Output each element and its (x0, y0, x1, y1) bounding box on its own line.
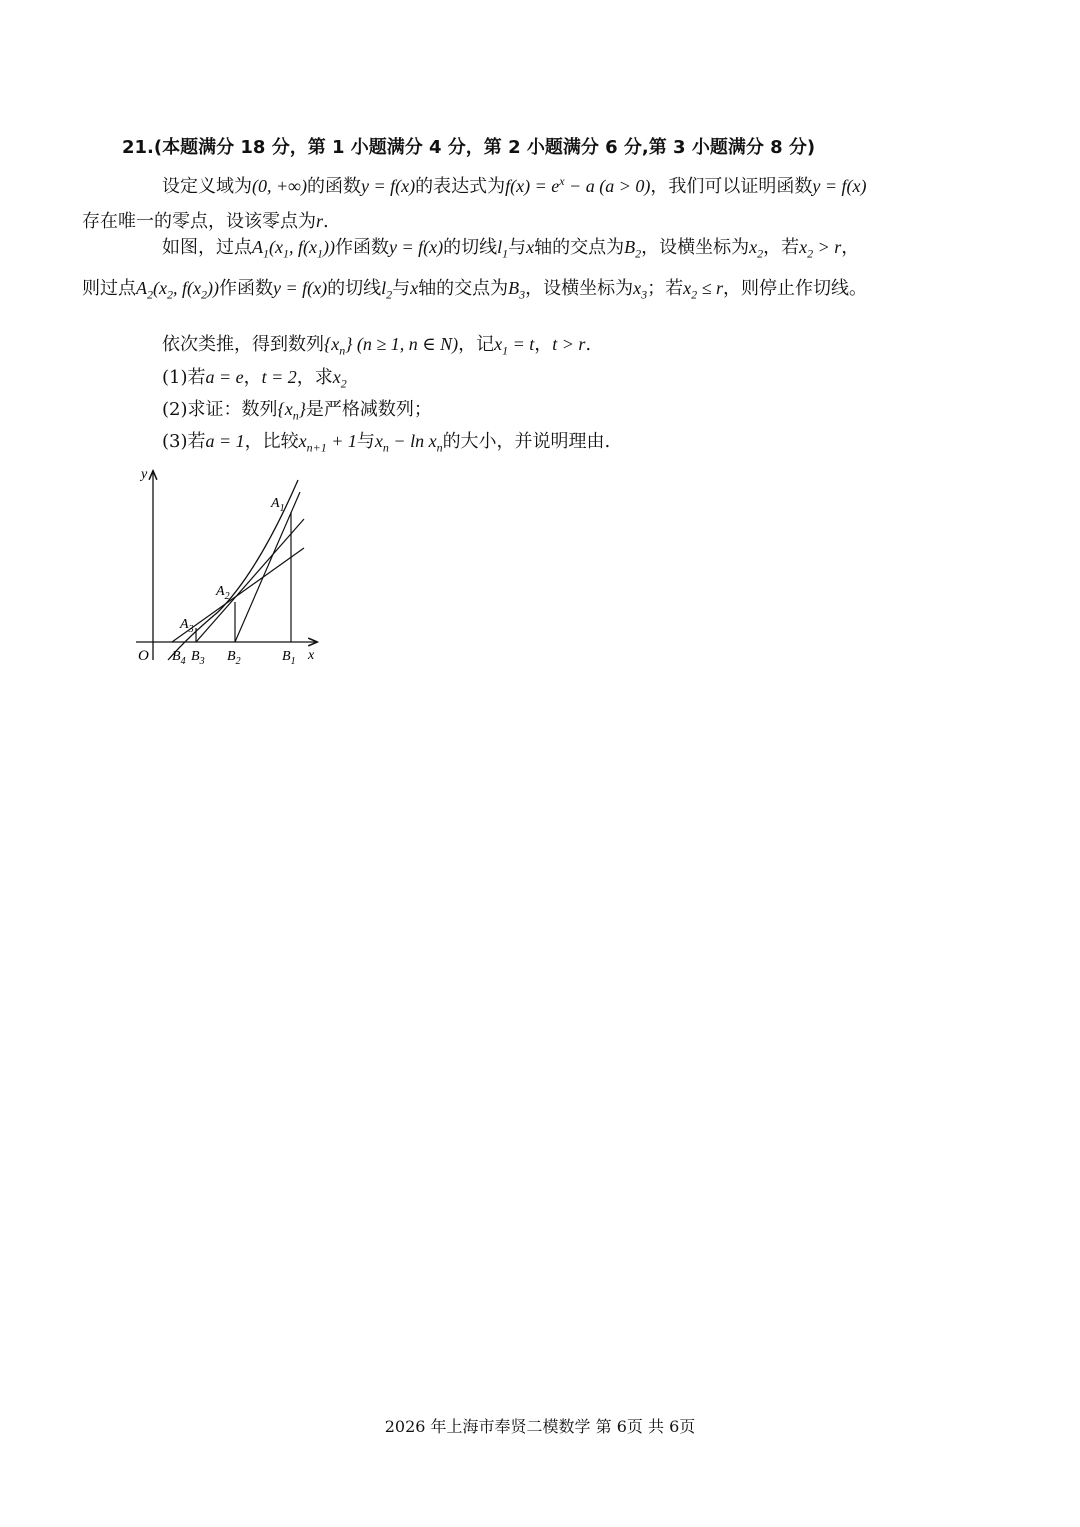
math-fx-rest: − a (a > 0) (564, 176, 651, 196)
math-sub: 1 (263, 246, 269, 261)
math-x: x (683, 277, 692, 298)
math: a = e (205, 367, 244, 387)
math-sub: 2 (386, 287, 393, 302)
text: 设定义域为 (162, 176, 252, 197)
math-sub: 2 (635, 246, 642, 261)
text: 的切线 (327, 277, 382, 299)
math-sub: 1 (316, 246, 323, 261)
math-sub: 2 (691, 287, 698, 302)
math-exp: x (559, 174, 565, 188)
math: (x (153, 277, 167, 298)
text: 作函数 (218, 277, 273, 299)
math: , f(x (288, 237, 317, 257)
math-line: l (497, 237, 503, 257)
text: 与 (356, 431, 375, 452)
math: )) (206, 277, 219, 298)
text: 存在唯一的零点，设该零点为 (82, 211, 316, 232)
label-a2: $A_2$ (216, 584, 230, 602)
math-seq: {x (277, 399, 293, 419)
text: ， (534, 334, 553, 355)
math-sub: n (382, 440, 389, 455)
math-seq: {x (324, 334, 340, 354)
text: 的表达式为 (415, 176, 506, 197)
label-a1: $A_1$ (271, 496, 285, 514)
text: ，求 (296, 367, 333, 388)
problem-intro (82, 164, 962, 239)
text: ，记 (458, 334, 495, 355)
math-sub: 2 (147, 287, 153, 302)
math-x: x (494, 334, 503, 354)
text: ， (841, 237, 860, 258)
y-axis-label: y (141, 467, 148, 482)
tangent-l1 (235, 492, 300, 642)
math-sub: n (339, 343, 346, 358)
problem-construction (82, 230, 962, 311)
origin-label: O (138, 648, 149, 664)
text: . (323, 211, 329, 232)
text: 作函数 (334, 237, 389, 258)
text: 的函数 (306, 176, 361, 197)
math-x: x (410, 277, 419, 298)
math-sub: 2 (757, 246, 764, 261)
text: ；若 (647, 277, 684, 299)
text: 依次类推，得到数列 (162, 334, 324, 355)
math-sub: 1 (502, 343, 509, 358)
problem-header: 21.(本题满分 18 分，第 1 小题满分 4 分，第 2 小题满分 6 分,第 3 小题满分 8 分) (122, 137, 816, 158)
label-b1: $B_1$ (282, 649, 296, 667)
math-x: x (298, 431, 307, 451)
text: (1)若 (162, 367, 206, 388)
math-r: r (316, 211, 324, 231)
tangent-figure (128, 462, 328, 672)
text: 的大小，并说明理由. (442, 431, 611, 452)
math-fx: f(x) = e (505, 176, 560, 196)
math-sub: 1 (502, 246, 509, 261)
text: ，比较 (244, 431, 299, 452)
tangent-l2 (196, 519, 304, 642)
text: (2)求证：数列 (162, 399, 278, 420)
math-sub: 2 (807, 246, 814, 261)
math-sub: 1 (282, 246, 289, 261)
math-sub: 2 (166, 287, 173, 302)
math-point: A (136, 277, 147, 298)
label-a3: $A_3$ (180, 617, 194, 635)
tangent-diagram (128, 462, 328, 672)
text: 轴的交点为 (534, 237, 625, 258)
math-x: x (526, 237, 535, 257)
text: ，设横坐标为 (641, 237, 750, 258)
math-function: y = f(x) (272, 277, 328, 298)
text: ，我们可以证明函数 (650, 176, 813, 197)
math: t = 2 (261, 367, 297, 387)
label-b2: $B_2$ (227, 649, 241, 667)
math-x: x (332, 367, 341, 387)
x-axis-label: x (308, 648, 315, 663)
label-b3: $B_3$ (191, 649, 205, 667)
text: ，若 (763, 237, 800, 258)
text: 则过点 (82, 277, 136, 299)
math-x: x (374, 431, 383, 451)
text: ，则停止作切线。 (723, 277, 867, 299)
math-function: y = f(x) (360, 176, 416, 196)
math-point: A (252, 237, 263, 257)
math-x: x (749, 237, 758, 257)
text: 是严格减数列； (305, 399, 432, 420)
math-point: B (624, 237, 636, 257)
math: − ln x (388, 431, 437, 451)
math-sub: n (436, 440, 443, 455)
math-line: l (381, 277, 387, 298)
math: , f(x (172, 277, 201, 298)
math: (x (269, 237, 283, 257)
text: 轴的交点为 (418, 277, 509, 299)
math-sub: 2 (340, 376, 347, 391)
math: > r (813, 237, 842, 257)
math-sub: n+1 (306, 440, 327, 455)
math-function: y = f(x) (812, 176, 867, 196)
text: ， (243, 367, 262, 388)
text: 如图，过点 (162, 237, 252, 258)
page-footer: 2026 年上海市奉贤二模数学 第 6页 共 6页 (384, 1417, 696, 1436)
math-x: x (799, 237, 808, 257)
math: t > r (552, 334, 586, 354)
label-b4: $B_4$ (172, 649, 186, 667)
text: 的切线 (443, 237, 498, 258)
math: )) (322, 237, 335, 257)
math-sub: 3 (519, 287, 526, 302)
text: . (585, 334, 592, 355)
math-sub: n (292, 408, 299, 423)
math: } (298, 399, 306, 419)
math-function: y = f(x) (388, 237, 444, 257)
math-x: x (633, 277, 642, 298)
text: (3)若 (162, 431, 206, 452)
math-sub: 2 (200, 287, 207, 302)
math-domain: (0, +∞) (252, 176, 307, 196)
math: + 1 (326, 431, 357, 451)
text: ，设横坐标为 (525, 277, 634, 299)
math: } (n ≥ 1, n ∈ N) (345, 334, 459, 354)
math: ≤ r (697, 277, 723, 298)
question-3 (122, 424, 962, 465)
text: 与 (392, 277, 411, 299)
math-sub: 3 (641, 287, 648, 302)
math: a = 1 (205, 431, 245, 451)
math-point: B (508, 277, 520, 298)
text: 与 (508, 237, 527, 258)
math: = t (508, 334, 535, 354)
